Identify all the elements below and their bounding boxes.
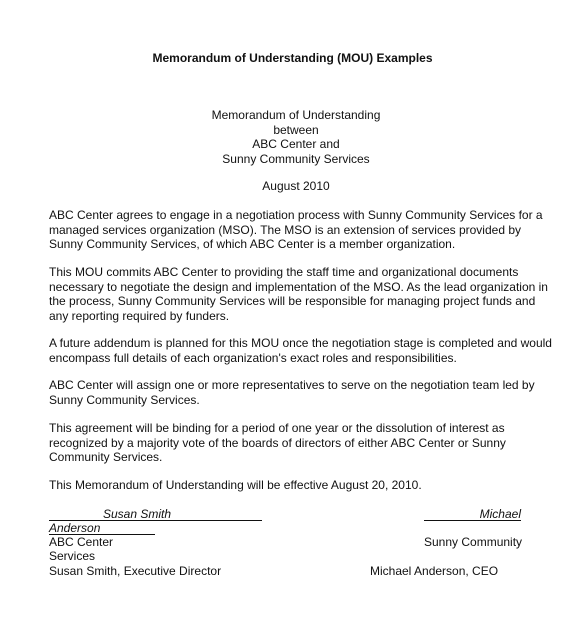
- signature-left-org-1: ABC Center: [49, 535, 114, 549]
- signature-left-line-2: Anderson: [49, 521, 155, 535]
- memo-header: [0, 108, 585, 166]
- signature-left-line-1: [49, 507, 262, 521]
- signature-left-name: Susan Smith: [103, 507, 172, 521]
- paragraph-4: ABC Center will assign one or more representatives to serve on the negotiation team led by Sunny Community Services.: [49, 378, 535, 407]
- paragraph-3: A future addendum is planned for this MOU once the negotiation stage is completed and would encompass full details of each organization's exact roles and responsibilities.: [49, 336, 552, 365]
- paragraph-1: ABC Center agrees to engage in a negotiation process with Sunny Community Services for a managed services organization (MSO). The MSO is an extension of services provided by Sunny Community Services, of which ABC Center is a member organization.: [49, 208, 543, 251]
- paragraph-2: This MOU commits ABC Center to providing the staff time and organizational documents necessary to negotiate the design and implementation of the MSO. As the lead organization in the process, Sunny Community Services will be responsible for managing project funds and any reporting required by funders.: [49, 265, 548, 323]
- signature-right-line: Michael: [424, 507, 521, 521]
- paragraph-6: This Memorandum of Understanding will be effective August 20, 2010.: [49, 478, 422, 492]
- signature-right-title: Michael Anderson, CEO: [370, 564, 499, 578]
- header-line-4: Sunny Community Services: [222, 151, 370, 166]
- signature-left-org-2: Services: [49, 549, 96, 563]
- signature-right-org: Sunny Community: [424, 535, 523, 549]
- header-line-1: Memorandum of Understanding: [211, 108, 381, 122]
- paragraph-5: This agreement will be binding for a period of one year or the dissolution of interest as recognized by a majority vote of the boards of directors of either ABC Center or Sunny Community Services.: [49, 421, 506, 464]
- header-line-3: ABC Center and: [252, 137, 340, 151]
- signature-left-title: Susan Smith, Executive Director: [49, 564, 222, 578]
- page-title: Memorandum of Understanding (MOU) Examples: [152, 51, 433, 65]
- memo-date: August 2010: [262, 179, 330, 193]
- header-line-2: between: [273, 122, 319, 137]
